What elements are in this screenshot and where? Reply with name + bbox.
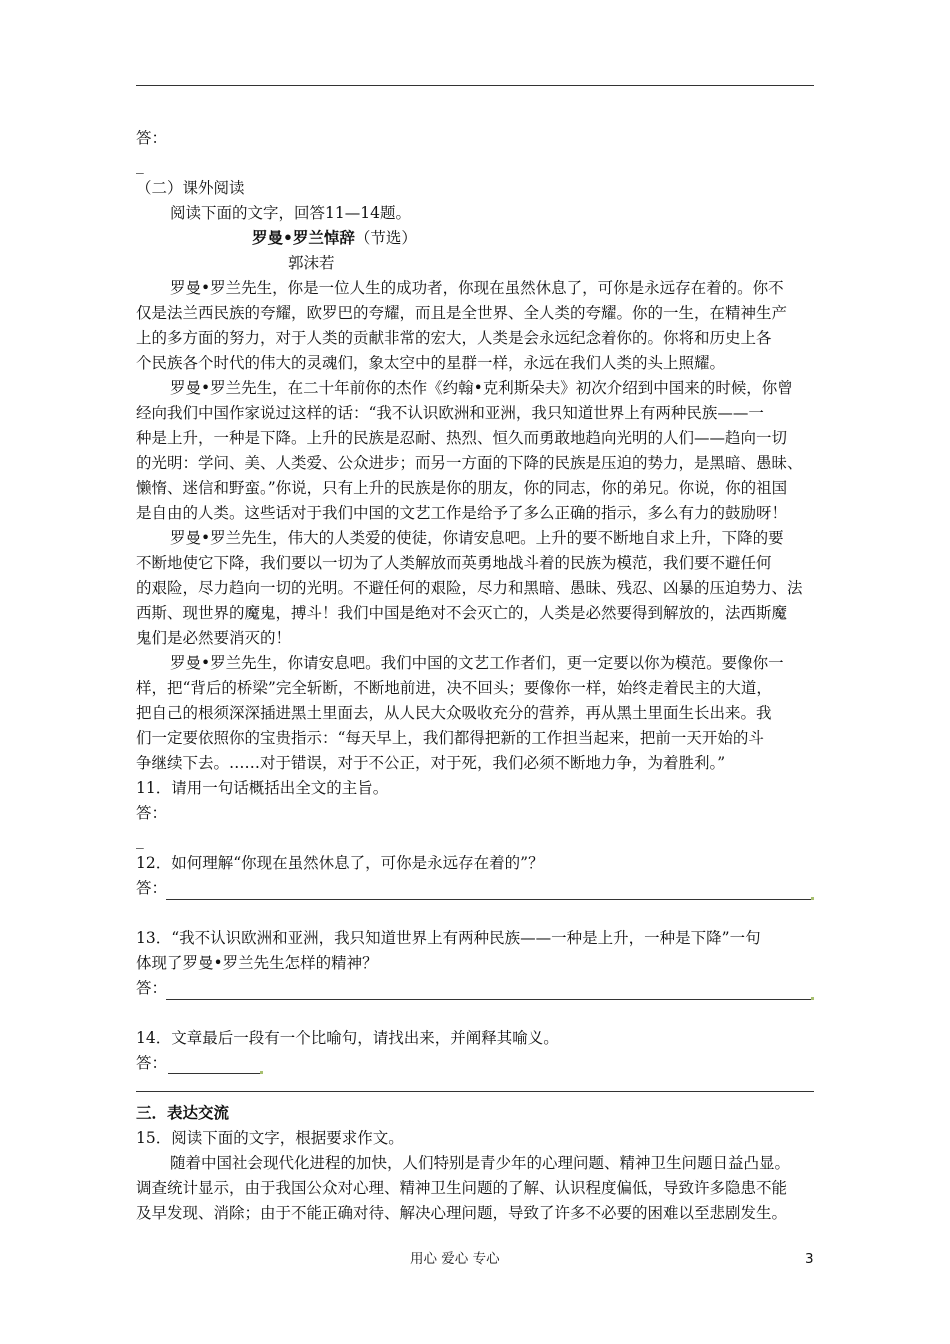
section-heading-expression: 三．表达交流: [136, 1103, 230, 1122]
answer-label-12: 答：: [136, 879, 168, 897]
article-line: 把自己的根须深深插进黑土里面去，从人民大众吸收充分的营养，再从黑土里面生长出来。我: [136, 704, 772, 722]
reading-instruction: 阅读下面的文字，回答11—14题。: [170, 204, 411, 222]
answer-line-13[interactable]: [166, 999, 811, 1000]
article-line: 罗曼•罗兰先生，你是一位人生的成功者，你现在虽然休息了，可你是永远存在着的。你不: [170, 279, 784, 297]
blank-mark: _: [136, 156, 144, 174]
section-heading-reading: （二）课外阅读: [136, 179, 245, 197]
page-number: 3: [805, 1251, 814, 1267]
article-author: 郭沫若: [288, 254, 335, 272]
article-line: 经向我们中国作家说过这样的话：“我不认识欧洲和亚洲，我只知道世界上有两种民族——一: [136, 404, 764, 422]
essay-prompt-line: 随着中国社会现代化进程的加快，人们特别是青少年的心理问题、精神卫生问题日益凸显。: [170, 1154, 791, 1172]
article-title: [252, 228, 417, 248]
article-line: 罗曼•罗兰先生，你请安息吧。我们中国的文艺工作者们，更一定要以你为模范。要像你一: [170, 654, 784, 672]
question-13-line2: 体现了罗曼•罗兰先生怎样的精神？: [136, 954, 378, 972]
article-line: 仅是法兰西民族的夸耀，欧罗巴的夸耀，而且是全世界、全人类的夸耀。你的一生，在精神生产: [136, 304, 788, 322]
answer-marker: [811, 897, 814, 900]
question-12: 12．如何理解“你现在虽然休息了，可你是永远存在着的”？: [136, 854, 544, 872]
answer-marker: [260, 1071, 263, 1074]
answer-label-10: 答：: [136, 129, 168, 147]
question-15: 15．阅读下面的文字，根据要求作文。: [136, 1129, 404, 1147]
article-line: 样，把“背后的桥梁”完全斩断，不断地前进，决不回头；要像你一样，始终走着民主的大道，: [136, 679, 772, 697]
answer-label-14: 答：: [136, 1054, 168, 1072]
essay-prompt-line: 及早发现、消除；由于不能正确对待、解决心理问题，导致了许多不必要的困难以至悲剧发生。: [136, 1204, 788, 1222]
answer-label-11: 答：: [136, 804, 168, 822]
article-line: 鬼们是必然要消灭的！: [136, 629, 292, 647]
article-line: 罗曼•罗兰先生，伟大的人类爱的使徒，你请安息吧。上升的要不断地自求上升，下降的要: [170, 529, 784, 547]
article-line: 个民族各个时代的伟大的灵魂们，象太空中的星群一样，永远在我们人类的头上照耀。: [136, 354, 726, 372]
article-line: 的艰险，尽力趋向一切的光明。不避任何的艰险，尽力和黑暗、愚昧、残忍、凶暴的压迫势力、法: [136, 579, 803, 597]
article-line: 争继续下去。……对于错误，对于不公正，对于死，我们必须不断地力争，为着胜利。”: [136, 754, 726, 772]
answer-label-13: 答：: [136, 979, 168, 997]
answer-marker: [811, 997, 814, 1000]
article-line: 懒惰、迷信和野蛮。”你说，只有上升的民族是你的朋友，你的同志，你的弟兄。你说，你的祖国: [136, 479, 788, 497]
article-line: 是自由的人类。这些话对于我们中国的文艺工作是给予了多么正确的指示，多么有力的鼓励呀！: [136, 504, 788, 522]
article-title-main: 罗曼•罗兰悼辞: [252, 228, 355, 247]
question-11: 11．请用一句话概括出全文的主旨。: [136, 779, 389, 797]
footer-motto: 用心 爱心 专心: [410, 1251, 500, 1267]
article-line: 上的多方面的努力，对于人类的贡献非常的宏大，人类是会永远纪念着你的。你将和历史上各: [136, 329, 772, 347]
header-rule: [136, 85, 814, 86]
article-title-note: （节选）: [354, 229, 417, 247]
article-line: 不断地使它下降，我们要以一切为了人类解放而英勇地战斗着的民族为模范，我们要不避任何: [136, 554, 772, 572]
article-line: 西斯、现世界的魔鬼，搏斗！我们中国是绝对不会灭亡的，人类是必然要得到解放的，法西斯魔: [136, 604, 788, 622]
question-14: 14．文章最后一段有一个比喻句，请找出来，并阐释其喻义。: [136, 1029, 559, 1047]
blank-mark: _: [136, 831, 144, 849]
article-line: 的光明：学问、美、人类爱、公众进步；而另一方面的下降的民族是压迫的势力，是黑暗、愚昧、: [136, 454, 803, 472]
question-13-line1: 13．“我不认识欧洲和亚洲，我只知道世界上有两种民族——一种是上升，一种是下降”一句: [136, 929, 761, 947]
section-divider: [136, 1091, 814, 1092]
article-line: 种是上升，一种是下降。上升的民族是忍耐、热烈、恒久而勇敢地趋向光明的人们——趋向一切: [136, 429, 788, 447]
essay-prompt-line: 调查统计显示，由于我国公众对心理、精神卫生问题的了解、认识程度偏低，导致许多隐患不能: [136, 1179, 788, 1197]
answer-line-14[interactable]: [168, 1073, 260, 1074]
article-line: 罗曼•罗兰先生，在二十年前你的杰作《约翰•克利斯朵夫》初次介绍到中国来的时候，你曾: [170, 379, 793, 397]
answer-line-12[interactable]: [166, 899, 811, 900]
article-line: 们一定要依照你的宝贵指示：“每天早上，我们都得把新的工作担当起来，把前一天开始的斗: [136, 729, 764, 747]
